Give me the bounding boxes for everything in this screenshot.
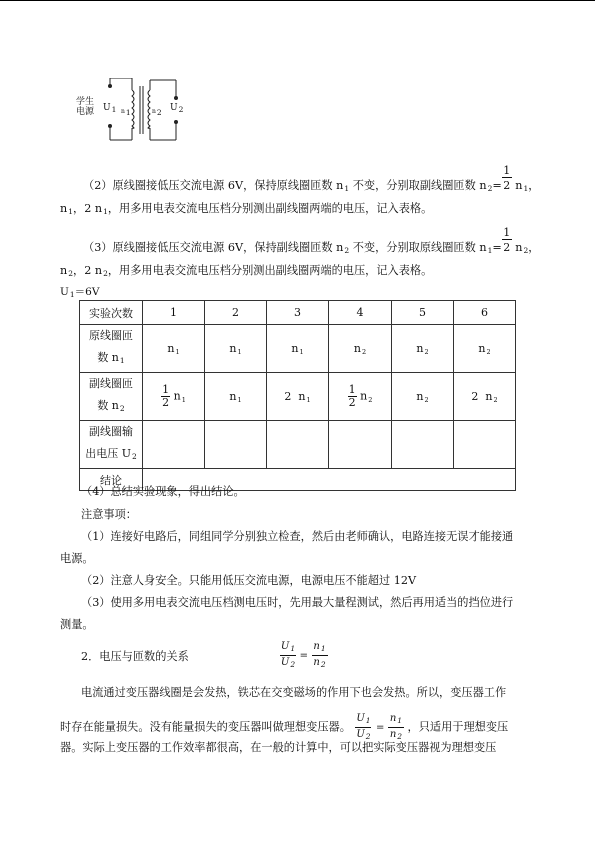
para2-line2: $n_1$，2 $n_1$，用多用电表交流电压档分别测出副线圈两端的电压，记入表格。	[60, 202, 433, 216]
table-cell: $n_1$	[205, 325, 267, 373]
ratio-equation: $\frac{U_1}{U_2}$ = $\frac{n_1}{n_2}$	[280, 641, 326, 669]
table-cell: $n_1$	[267, 325, 329, 373]
table-cell: $n_2$	[392, 325, 454, 373]
table-cell: $\frac{1}{2}$ $n_1$	[143, 373, 205, 421]
u1-label: $U_1$	[103, 103, 117, 114]
table-cell	[267, 421, 329, 469]
header-cell: 实验次数	[80, 301, 143, 325]
loss-para-line2: 时存在能量损失。没有能量损失的变压器叫做理想变压器。 $\frac{U_1}{U_2}$ = $\frac{n_1}{n_2}$ ，只适用于理想变压	[60, 713, 509, 741]
table-row	[80, 421, 516, 469]
para3-line1: （3）原线圈接低压交流电源 6V，保持副线圈匝数 $n_2$ 不变，分别取原线圈匝数 $n_1=$ $\frac{1}{2} n_2$，	[83, 226, 540, 255]
table-cell: $n_1$	[205, 373, 267, 421]
col-header: 3	[267, 301, 329, 325]
table-cell	[205, 421, 267, 469]
table-cell: 2 $n_2$	[454, 373, 516, 421]
table-row	[80, 373, 516, 421]
n2-label: n2	[152, 108, 162, 117]
table-header-row	[80, 301, 516, 325]
half-fraction: $\frac{1}{2}$	[348, 383, 356, 409]
row-label: 结论	[80, 469, 143, 491]
table-cell	[392, 421, 454, 469]
table-cell: $n_1$	[143, 325, 205, 373]
col-header: 6	[454, 301, 516, 325]
col-header: 1	[143, 301, 205, 325]
notes-title: 注意事项：	[81, 508, 137, 521]
table-cell: $n_2$	[392, 373, 454, 421]
u2-label: $U_2$	[170, 103, 184, 114]
col-header: 4	[329, 301, 392, 325]
col-header: 2	[205, 301, 267, 325]
source-label-2: 电源	[76, 107, 95, 117]
step4-text: （4）总结实验现象，得出结论。	[81, 485, 245, 498]
section2-title: 2．电压与匝数的关系	[81, 650, 189, 663]
col-header: 5	[392, 301, 454, 325]
experiment-table	[79, 300, 516, 491]
table-cell	[454, 421, 516, 469]
note2: （2）注意人身安全。只能用低压交流电源，电源电压不能超过 12V	[81, 574, 417, 587]
table-cell	[329, 421, 392, 469]
u1-value: $U_1=6V$	[60, 286, 100, 299]
page-top-rule	[0, 0, 595, 1]
source-label-1: 学生	[76, 97, 95, 107]
table-cell: $n_2$	[454, 325, 516, 373]
inline-ratio-equation: $\frac{U_1}{U_2}$	[356, 713, 371, 741]
note3-line2: 测量。	[60, 618, 94, 631]
table-cell: $n_2$	[329, 325, 392, 373]
loss-para-line3: 器。实际上变压器的工作效率都很高，在一般的计算中，可以把实际变压器视为理想变压	[60, 741, 497, 754]
para2-line1: （2）原线圈接低压交流电源 6V，保持原线圈匝数 $n_1$ 不变，分别取副线圈匝数 $n_2=$ $\frac{1}{2} n_1$，	[83, 164, 540, 193]
table-cell: 2 $n_1$	[267, 373, 329, 421]
note1-line1: （1）连接好电路后，同组同学分别独立检查，然后由老师确认，电路连接无误才能接通	[81, 530, 514, 543]
half-fraction: $\frac{1}{2}$	[162, 383, 170, 409]
note1-line2: 电源。	[60, 552, 94, 565]
para3-line2: $n_2$，2 $n_2$，用多用电表交流电压档分别测出副线圈两端的电压，记入表格。	[60, 264, 433, 278]
n1-label: n1	[121, 108, 131, 117]
para2-fraction: $\frac{1}{2}$	[503, 164, 511, 192]
para3-fraction: $\frac{1}{2}$	[503, 226, 511, 254]
row-label: 原线圈匝 数 $n_1$	[80, 325, 143, 373]
row-label: 副线圈输 出电压 $U_2$	[80, 421, 143, 469]
table-cell	[143, 421, 205, 469]
table-cell: $\frac{1}{2}$ $n_2$	[329, 373, 392, 421]
loss-para-line1: 电流通过变压器线圈是会发热，铁芯在交变磁场的作用下也会发热。所以，变压器工作	[81, 686, 507, 699]
table-row	[80, 325, 516, 373]
row-label: 副线圈匝 数 $n_2$	[80, 373, 143, 421]
note3-line1: （3）使用多用电表交流电压档测电压时，先用最大量程测试，然后再用适当的挡位进行	[81, 596, 514, 609]
